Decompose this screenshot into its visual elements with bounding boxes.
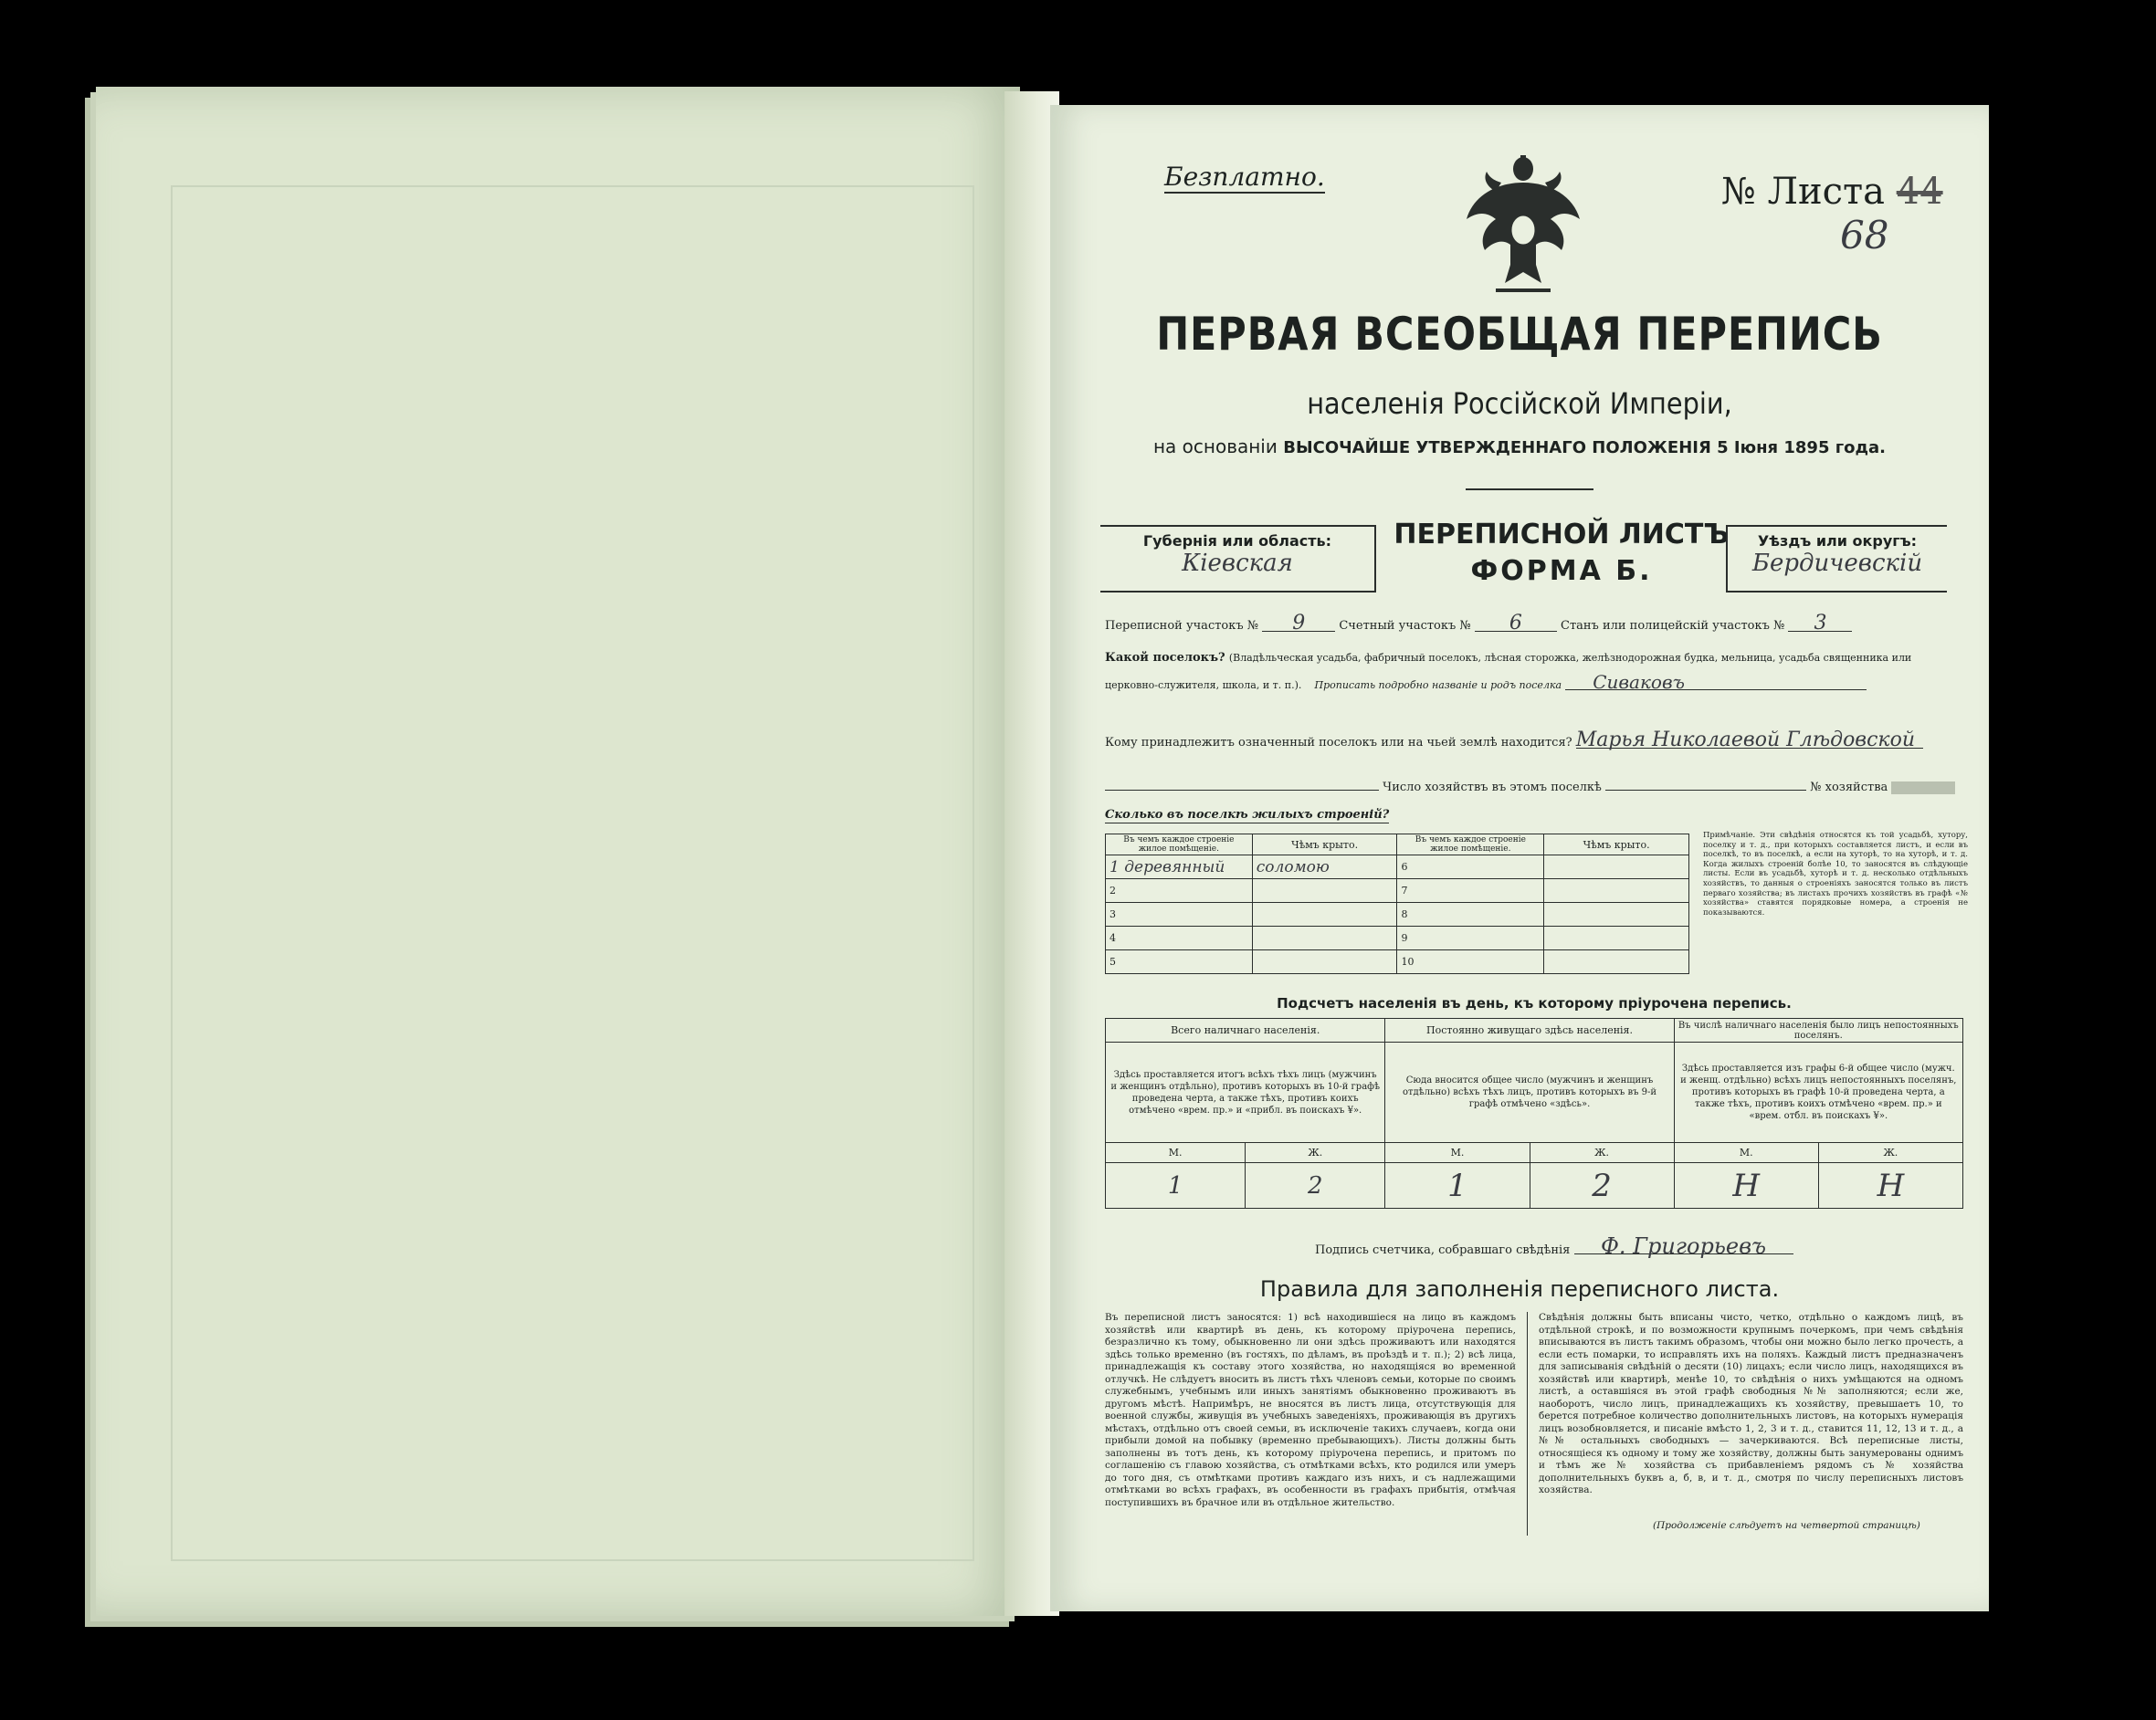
row-number: 1 [1110, 857, 1120, 876]
building-roof [1544, 879, 1689, 903]
owner-value: Марья Николаевой Глѣдовской [1576, 733, 1923, 749]
form-name: ФОРМА Б. [1470, 555, 1653, 587]
rules-footer: (Продолженіе слѣдуетъ на четвертой страницѣ) [1653, 1520, 1920, 1531]
signature-line [1315, 1233, 1793, 1259]
buildings-label: Сколько въ поселкѣ жилыхъ строеній? [1105, 808, 1390, 822]
building-roof [1252, 879, 1397, 903]
building-roof: соломою [1252, 855, 1397, 879]
buildings-header-1: Въ чемъ каждое строеніе жилое помѣщеніе. [1106, 834, 1253, 855]
district-box [1726, 525, 1947, 593]
province-value: Кіевская [1182, 550, 1293, 577]
signature-value: Ф. Григорьевъ [1574, 1239, 1793, 1254]
tally-desc-resident: Сюда вносится общее число (мужчинъ и женщинъ отдѣльно) всѣхъ тѣхъ лицъ, противъ которыхъ въ 9-й графѣ отмѣчено «здѣсь». [1385, 1043, 1674, 1143]
row-number: 10 [1397, 950, 1544, 974]
sex-label-m: М. [1674, 1143, 1818, 1163]
census-area-label: Переписной участокъ № [1105, 619, 1259, 633]
row-number: 2 [1106, 879, 1253, 903]
sex-label-f: Ж. [1818, 1143, 1962, 1163]
buildings-note: Примѣчаніе. Эти свѣдѣнія относятся къ той усадьбѣ, хутору, поселку и т. д., при которыхъ составляется листъ, и если въ поселкѣ, то въ поселкѣ, а если на хуторѣ, то на хуторѣ, и т. д. Когда жилыхъ строеній болѣе 10, то заносятся въ слѣдующіе листы. Если въ усадьбѣ, хуторѣ и т. д. несколько отдѣльныхъ хозяйствъ, то данныя о строеніяхъ заносятся только въ листъ перваго хозяйства; въ листахъ прочихъ хозяйствъ въ графѣ «№ хозяйства» ставятся порядковые номера, а строенія не показываются. [1703, 831, 1968, 918]
form-main-title: ПЕРВАЯ ВСЕОБЩАЯ ПЕРЕПИСЬ [1156, 308, 1883, 361]
buildings-row [1106, 927, 1689, 950]
tally-desc-transient: Здѣсь проставляется изъ графы 6-й общее число (мужч. и женщ. отдѣльно) всѣхъ лицъ непостоянныхъ поселянъ, противъ которыхъ въ графѣ 10-й проведена черта, а также тѣхъ, противъ коихъ отмѣчено «врем. пр.» и «врем. отбл. въ поискахъ ¥». [1674, 1043, 1962, 1143]
settlement-hint-2: церковно-служителя, школа, и т. п.). [1105, 679, 1302, 691]
rules-left-column: Въ переписной листъ заносятся: 1) всѣ находившіеся на лицо въ каждомъ хозяйствѣ или квартирѣ въ день, къ которому пріурочена перепись, безразлично къ тому, обыкновенно ли они здѣсь проживаютъ или находятся здѣсь только временно (въ гостяхъ, по дѣламъ, въ проѣздѣ и т. п.); 2) всѣ лица, принадлежащія къ составу этого хозяйства, но находящіяся во временной отлучкѣ. Не слѣдуетъ вносить въ листъ тѣхъ членовъ семьи, которые по своимъ служебнымъ, учебнымъ или иныхъ занятіямъ обыкновенно проживаютъ въ другомъ мѣстѣ. Напримѣръ, не вносятся въ листъ лица, отсутствующія для военной службы, живущія въ учебныхъ заведеніяхъ, проживающія въ другихъ мѣстахъ, отдѣльно отъ своей семьи, въ исключеніе такихъ случаевъ, когда они прибыли домой на побывку (временно пребывающихъ). Листы должны быть заполнены въ тотъ день, къ которому пріурочена перепись, и притомъ по соглашенію съ главою хозяйства, съ отмѣтками всѣхъ, кто родился или умеръ до того дня, съ отмѣтками противъ каждаго изъ нихъ, и съ надлежащими отмѣтками во всѣхъ графахъ, въ особенности въ графахъ прибытія, отмѣчая поступившихъ въ брачное или въ отдѣльное жительство. [1105, 1312, 1516, 1508]
building-roof [1544, 903, 1689, 927]
tally-title: Подсчетъ населенія въ день, къ которому пріурочена перепись. [1277, 995, 1792, 1012]
district-value: Бердичевскій [1751, 550, 1923, 577]
tally-header-transient: Въ числѣ наличнаго населенія было лицъ непостоянныхъ поселянъ. [1674, 1019, 1962, 1043]
rules-title: Правила для заполненія переписного листа. [1259, 1276, 1780, 1302]
free-label: Безплатно. [1164, 162, 1325, 192]
form-basis-prefix: на основаніи [1152, 435, 1278, 457]
police-area-label: Станъ или полицейскій участокъ № [1561, 619, 1785, 633]
province-label: Губернія или область: [1142, 532, 1332, 550]
settlement-block [1105, 651, 1982, 693]
row-number: 3 [1106, 903, 1253, 927]
buildings-header-4: Чѣмъ крыто. [1544, 834, 1689, 855]
building-roof [1544, 927, 1689, 950]
form-title: ПЕРЕПИСНОЙ ЛИСТЪ [1394, 519, 1730, 551]
building-roof [1252, 927, 1397, 950]
form-basis [1050, 435, 1989, 457]
sheet-number [1721, 171, 1943, 213]
settlement-hint-1: (Владѣльческая усадьба, фабричный поселокъ, лѣсная сторожка, желѣзнодорожная будка, мельница, усадьба священника или [1228, 652, 1912, 664]
buildings-header-2: Чѣмъ крыто. [1252, 834, 1397, 855]
tally-header-resident: Постоянно живущаго здѣсь населенія. [1385, 1019, 1674, 1043]
sheet-number-label: № Листа [1721, 171, 1885, 213]
tally-table [1105, 1018, 1963, 1209]
settlement-label: Какой поселокъ? [1105, 651, 1225, 665]
form-basis-text: ВЫСОЧАЙШЕ УТВЕРЖДЕННАГО ПОЛОЖЕНІЯ 5 Іюня 1895 года. [1283, 438, 1887, 457]
building-material: деревянный [1124, 857, 1225, 876]
building-roof [1252, 903, 1397, 927]
owner-line [1105, 729, 1982, 751]
row-number: 6 [1397, 855, 1544, 879]
tally-transient-f: Н [1818, 1163, 1962, 1209]
row-number: 9 [1397, 927, 1544, 950]
tally-desc-total: Здѣсь проставляется итогъ всѣхъ тѣхъ лицъ (мужчинъ и женщинъ отдѣльно), противъ которыхъ въ 10-й графѣ проведена черта, а также тѣхъ, противъ коихъ отмѣчено «врем. пр.» и «прибл. въ поискахъ ¥». [1106, 1043, 1385, 1143]
households-line [1105, 781, 1982, 795]
count-area-value: 6 [1475, 616, 1557, 632]
owner-label: Кому принадлежитъ означенный поселокъ или на чьей землѣ находится? [1105, 736, 1572, 750]
sex-label-m: М. [1106, 1143, 1246, 1163]
imperial-eagle-emblem [1459, 155, 1587, 301]
sex-label-f: Ж. [1530, 1143, 1674, 1163]
province-box [1100, 525, 1376, 593]
tally-transient-m: Н [1674, 1163, 1818, 1209]
households-label: Число хозяйствъ въ этомъ поселкѣ [1383, 781, 1602, 794]
rules-right-column: Свѣдѣнія должны быть вписаны чисто, четко, отдѣльно о каждомъ лицѣ, въ отдѣльной строкѣ, и по возможности крупнымъ почеркомъ, при чемъ свѣдѣнія вписываются въ листъ такимъ образомъ, чтобы они можно было легко прочесть, а если есть помарки, то исправлять ихъ на поляхъ. Каждый листъ предназначенъ для записыванія свѣдѣній о десяти (10) лицахъ; если число лицъ, находящихся въ хозяйствѣ или квартирѣ, менѣе 10, то свѣдѣнія о нихъ умѣщаются на одномъ листѣ, а оставшіяся въ этой графѣ свободныя №№ заполняются; если же, наоборотъ, число лицъ, принадлежащихъ къ хозяйству, превышаетъ 10, то берется потребное количество дополнительныхъ листовъ, на которыхъ нумерація лицъ возобновляется, и писаніе вмѣсто 1, 2, 3 и т. д., ставится 11, 12, 13 и т. д., а №№ остальныхъ свободныхъ — зачеркиваются. Всѣ переписные листы, относящіеся къ одному и тому же хозяйству, должны быть занумерованы однимъ и тѣмъ же № хозяйства съ прибавленіемъ рядомъ съ № хозяйства дополнительныхъ буквъ а, б, в, и т. д., смотря по числу переписныхъ листовъ хозяйства. [1539, 1312, 1963, 1495]
tally-resident-f: 2 [1530, 1163, 1674, 1209]
household-no-value [1891, 781, 1955, 794]
areas-line [1105, 612, 1982, 635]
buildings-header-3: Въ чемъ каждое строеніе жилое помѣщеніе. [1397, 834, 1544, 855]
buildings-table [1105, 834, 1689, 974]
household-no-label: № хозяйства [1810, 781, 1888, 794]
buildings-row [1106, 950, 1689, 974]
district-label: Уѣздъ или округъ: [1757, 532, 1918, 550]
building-roof [1252, 950, 1397, 974]
buildings-row [1106, 879, 1689, 903]
police-area-value: 3 [1788, 616, 1852, 632]
tally-total-f: 2 [1246, 1163, 1385, 1209]
settlement-hint-3: Прописать подробно названіе и родъ поселка [1314, 679, 1562, 691]
title-divider [1466, 488, 1593, 490]
form-subtitle: населенія Россійской Имперіи, [1307, 386, 1732, 421]
sheet-number-value: 68 [1840, 213, 1889, 257]
census-form-page [1050, 105, 1989, 1611]
building-roof [1544, 950, 1689, 974]
sex-label-m: М. [1385, 1143, 1530, 1163]
signature-label: Подпись счетчика, собравшаго свѣдѣнія [1315, 1243, 1571, 1257]
rules-column-divider [1527, 1312, 1528, 1536]
left-page-frame [171, 185, 974, 1561]
building-roof [1544, 855, 1689, 879]
row-number: 8 [1397, 903, 1544, 927]
row-number: 5 [1106, 950, 1253, 974]
buildings-row [1106, 903, 1689, 927]
row-number: 7 [1397, 879, 1544, 903]
sex-label-f: Ж. [1246, 1143, 1385, 1163]
tally-resident-m: 1 [1385, 1163, 1530, 1209]
sheet-number-struck: 44 [1896, 171, 1943, 213]
census-area-value: 9 [1262, 616, 1335, 632]
row-number: 4 [1106, 927, 1253, 950]
left-blank-page [96, 87, 1020, 1616]
count-area-label: Счетный участокъ № [1339, 619, 1471, 633]
tally-total-m: 1 [1106, 1163, 1246, 1209]
tally-header-total: Всего наличнаго населенія. [1106, 1019, 1385, 1043]
buildings-row [1106, 855, 1689, 879]
settlement-value: Сиваковъ [1565, 675, 1867, 690]
